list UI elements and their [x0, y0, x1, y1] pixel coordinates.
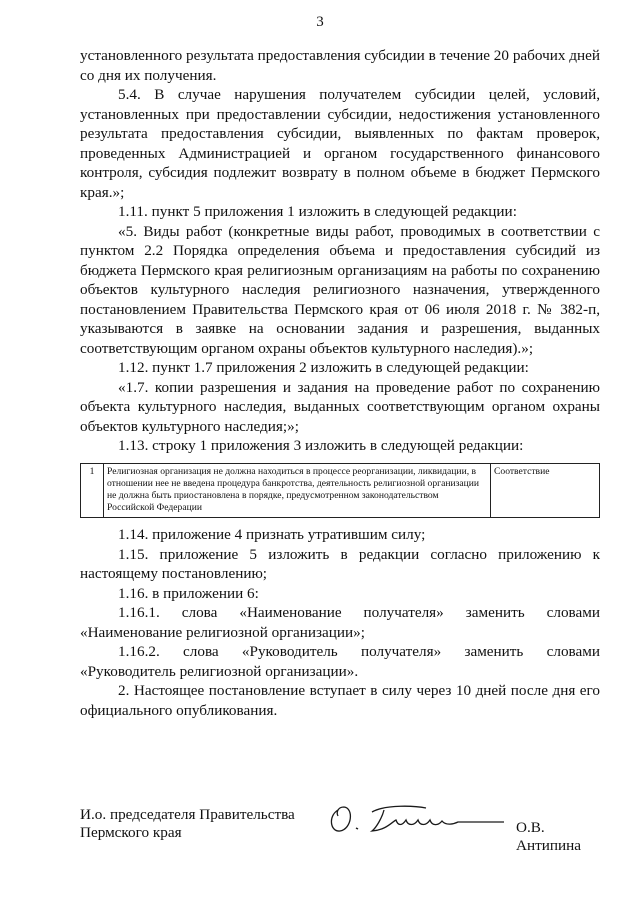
paragraph: «1.7. копии разрешения и задания на проведение работ по сохранению объекта культурного наследия, выданных соответствующим органом охраны объектов культурного наследия;»; [80, 378, 600, 435]
paragraph: 5.4. В случае нарушения получателем субсидии целей, условий, установленных при предоставлении субсидии, недостижения установленного результата предоставления субсидии, выявленных по фактам проверок, проведенных Администрацией и органом государственного финансового контроля, субсидия подлежит возврату в полном объеме в бюджет Пермского края.»; [80, 86, 600, 201]
paragraph: 1.14. приложение 4 признать утратившим силу; [118, 526, 426, 544]
signature-block [80, 806, 600, 854]
page-number: 3 [316, 14, 324, 30]
requirements-table [80, 463, 600, 519]
paragraph: 1.16. в приложении 6: [118, 584, 259, 602]
requirement-text: Религиозная организация не должна находиться в процессе реорганизации, ликвидации, в отношении нее не введена процедура банкротства, деятельность религиозной организации не должна быть приостановлена в порядке, предусмотренном законодательством Российской Федерации [104, 463, 491, 518]
paragraph: 1.13. строку 1 приложения 3 изложить в следующей редакции: [118, 437, 524, 454]
position-line: Пермского края [80, 824, 182, 841]
handwritten-signature [326, 798, 516, 838]
document-body [80, 46, 600, 720]
signatory-name: О.В. Антипина [516, 819, 581, 854]
paragraph: установленного результата предоставления субсидии в течение 20 рабочих дней со дня их получения. [80, 47, 600, 84]
row-number: 1 [81, 463, 104, 518]
table-row [81, 463, 600, 518]
paragraph: 1.16.2. слова «Руководитель получателя» заменить словами «Руководитель религиозной организации». [80, 643, 600, 680]
compliance-status: Соответствие [491, 463, 600, 518]
paragraph: 1.12. пункт 1.7 приложения 2 изложить в следующей редакции: [118, 359, 529, 376]
paragraph: «5. Виды работ (конкретные виды работ, проводимых в соответствии с пунктом 2.2 Порядка определения объема и предоставления субсидий из бюджета Пермского края религиозным организациям на работы по сохранению объектов культурного наследия религиозного назначения, утвержденного постановлением Правительства Пермского края от 06 июля 2018 г. № 382-п, указываются в заявке на основании задания и разрешения, выданных соответствующим органом охраны объектов культурного наследия).»; [80, 222, 600, 357]
position-line: И.о. председателя Правительства [80, 806, 295, 823]
signatory-position [80, 806, 295, 842]
paragraph: 2. Настоящее постановление вступает в силу через 10 дней после дня его официального опубликования. [80, 682, 600, 719]
paragraph: 1.11. пункт 5 приложения 1 изложить в следующей редакции: [118, 203, 517, 220]
paragraph: 1.16.1. слова «Наименование получателя» заменить словами «Наименование религиозной организации»; [80, 604, 600, 641]
paragraph: 1.15. приложение 5 изложить в редакции согласно приложению к настоящему постановлению; [80, 545, 600, 583]
